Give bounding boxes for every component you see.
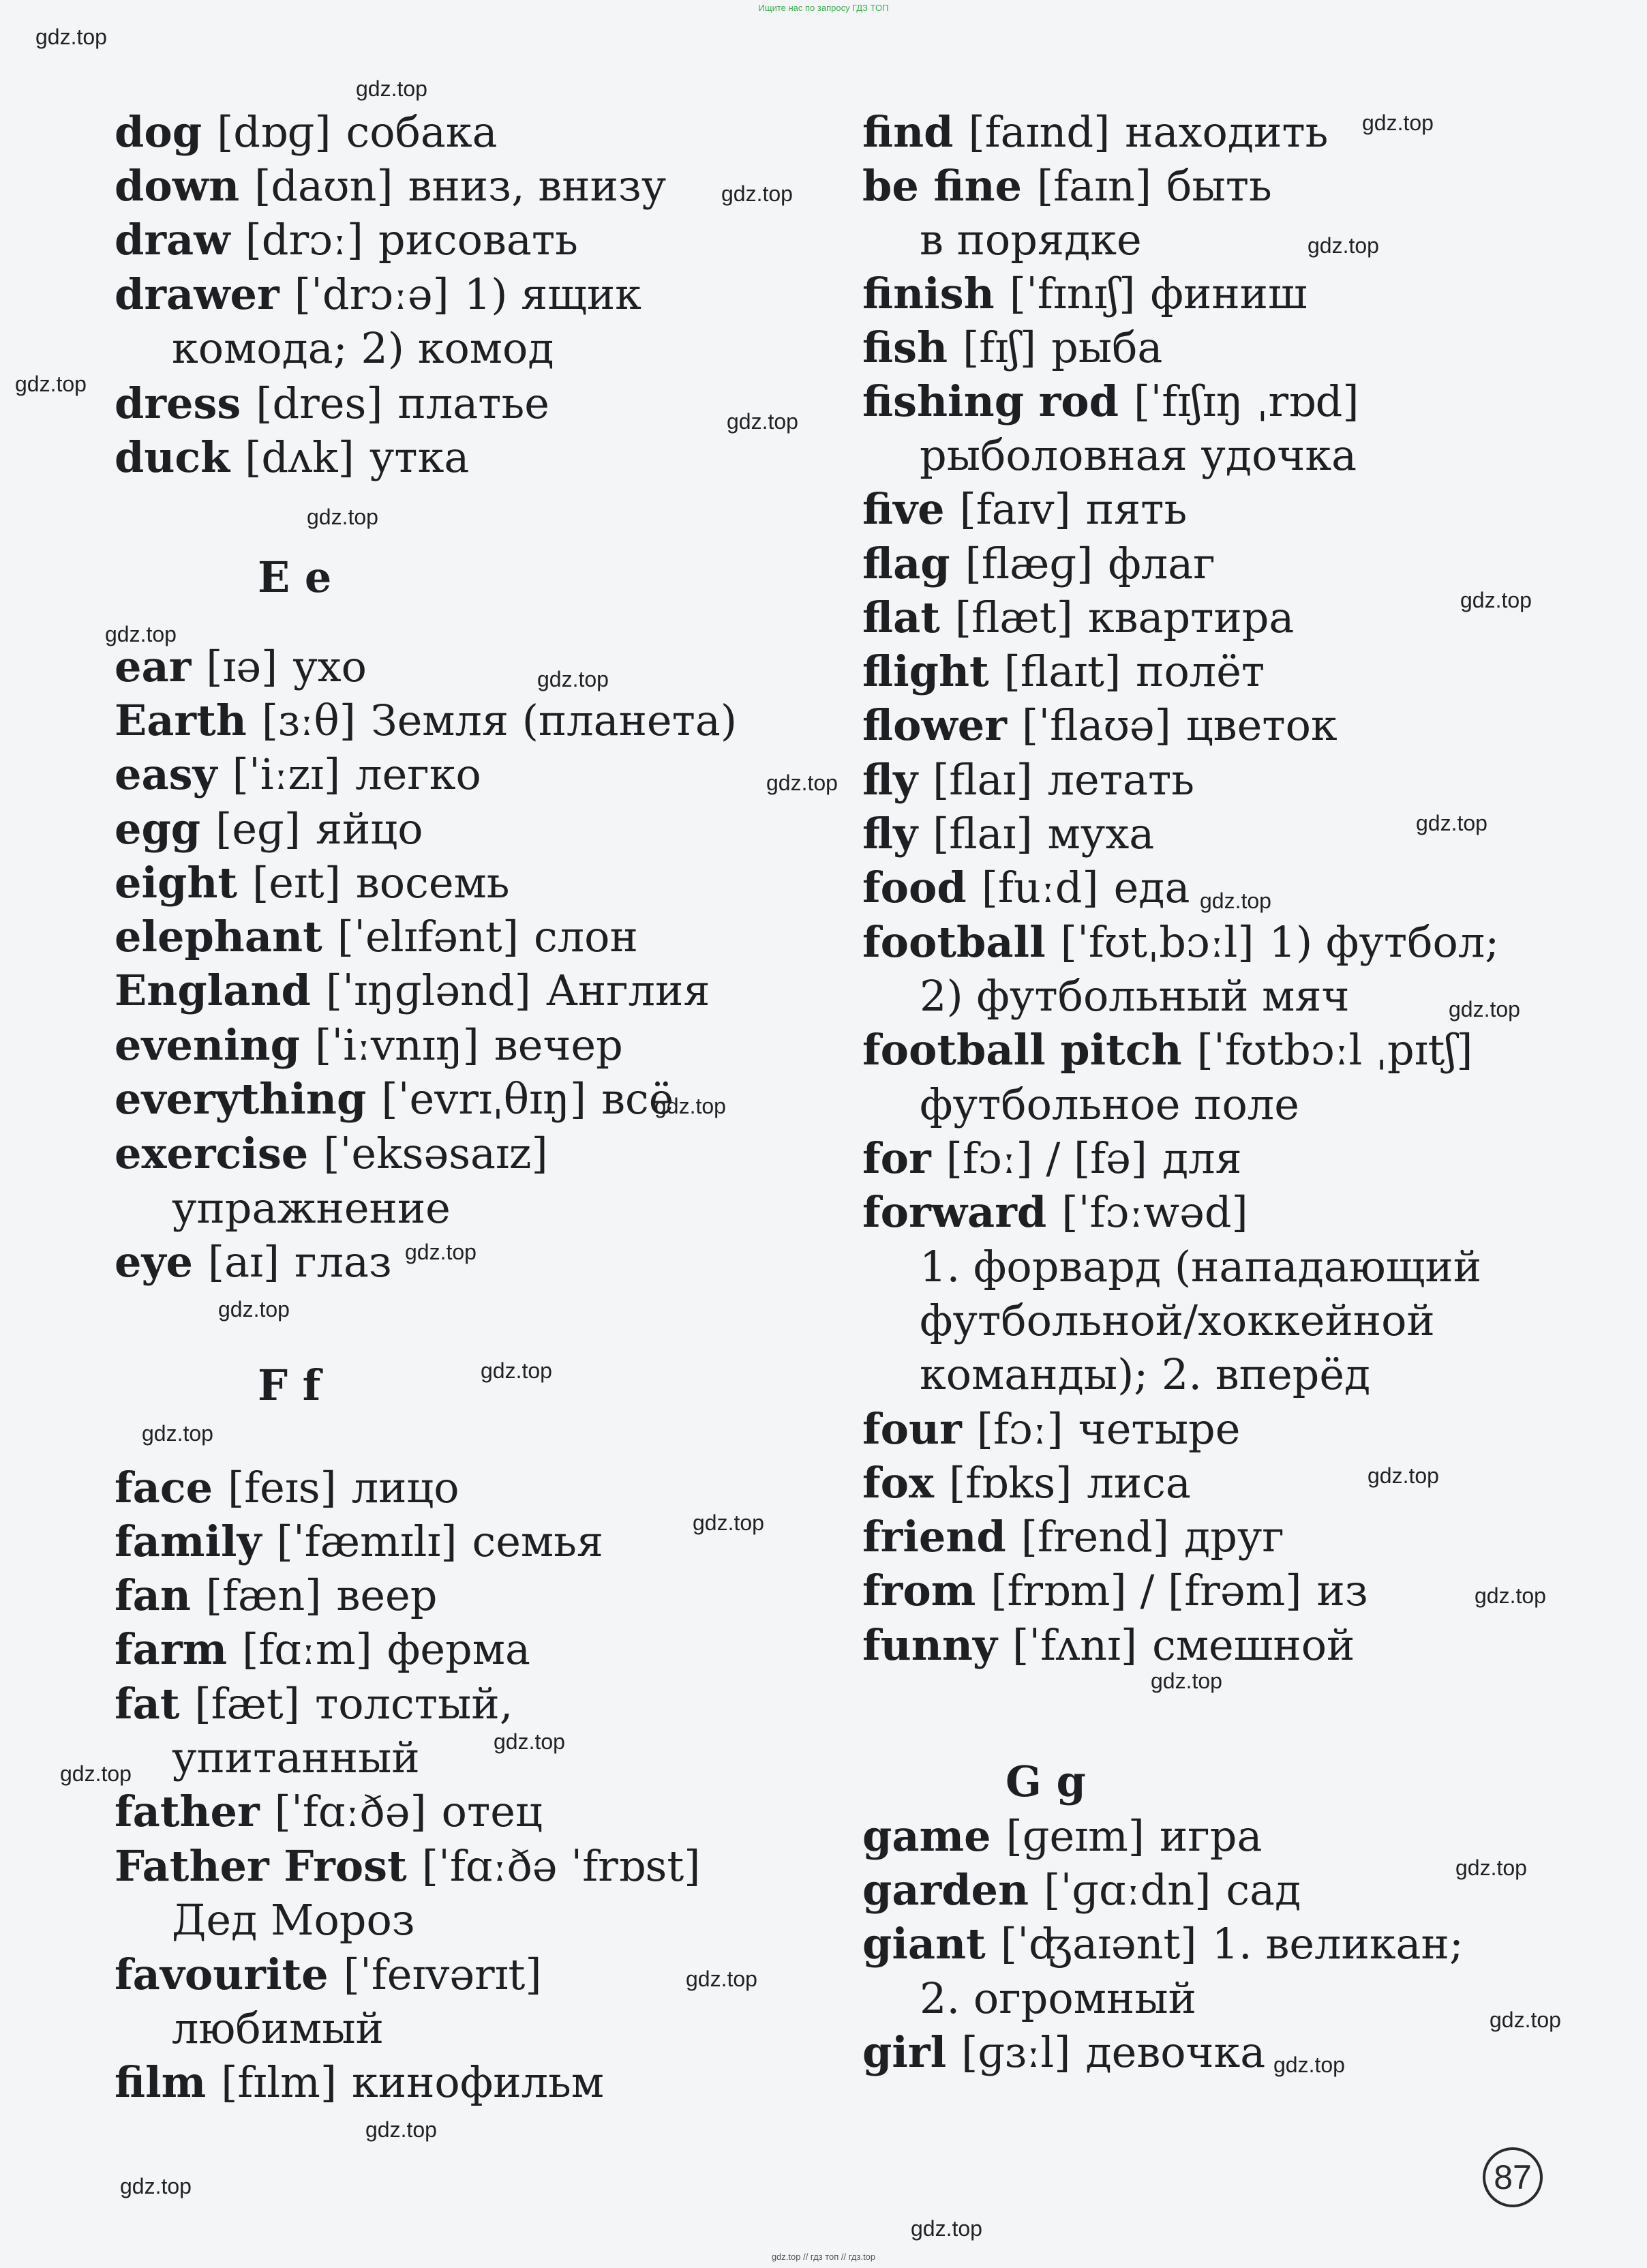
headword: four — [862, 1404, 962, 1454]
dictionary-entry — [115, 108, 498, 157]
transcription: [frend] — [1021, 1512, 1170, 1562]
transcription: [ˈdrɔːə] — [294, 269, 449, 319]
translation: утка — [369, 432, 470, 482]
headword: food — [862, 863, 967, 912]
watermark-text: gdz.top — [15, 372, 87, 396]
dictionary-entry — [862, 1512, 1284, 1562]
headword: fat — [115, 1679, 180, 1729]
watermark-text: gdz.top — [1416, 811, 1487, 835]
translation: еда — [1113, 863, 1190, 912]
headword: dog — [115, 107, 202, 157]
translation: комода; 2) комод — [172, 323, 554, 373]
dictionary-entry — [862, 2028, 1265, 2077]
headword: girl — [862, 2027, 947, 2077]
translation: веер — [336, 1570, 438, 1620]
headword: dress — [115, 378, 241, 428]
transcription: [fɪlm] — [221, 2057, 337, 2107]
dictionary-entry — [115, 966, 710, 1015]
translation: сад — [1226, 1865, 1301, 1915]
headword: film — [115, 2057, 207, 2107]
watermark-text: gdz.top — [654, 1094, 726, 1118]
watermark-text: gdz.top — [1362, 110, 1434, 135]
headword: eight — [115, 858, 238, 908]
dictionary-entry — [115, 750, 481, 799]
watermark-text: gdz.top — [1475, 1583, 1546, 1608]
headword: fly — [862, 755, 918, 805]
translation: Англия — [545, 966, 710, 1015]
transcription: [ˈevrɪˌθɪŋ] — [381, 1074, 587, 1124]
headword: forward — [862, 1187, 1047, 1237]
translation: футбольное поле — [920, 1079, 1299, 1129]
translation: яйцо — [315, 804, 423, 854]
dictionary-entry — [115, 1950, 542, 1999]
dictionary-entry — [115, 1842, 700, 1891]
entry-continuation — [920, 1350, 1370, 1399]
transcription: [fæn] — [205, 1570, 322, 1620]
dictionary-entry — [115, 1075, 674, 1124]
watermark-text: gdz.top — [1490, 2008, 1561, 2032]
headword: family — [115, 1517, 262, 1566]
translation: лицо — [351, 1463, 459, 1512]
entry-continuation — [920, 1974, 1196, 2023]
transcription: [ˈʤaɪənt] — [1000, 1919, 1197, 1969]
dictionary-entry — [115, 379, 549, 428]
translation: упражнение — [172, 1183, 451, 1233]
dictionary-entry — [862, 918, 1499, 967]
transcription: [ˈfʊtbɔːl ˌpɪtʃ] — [1196, 1025, 1473, 1075]
headword: farm — [115, 1624, 228, 1674]
headword: ear — [115, 642, 192, 691]
translation: отец — [441, 1787, 543, 1836]
dictionary-entry — [115, 2058, 604, 2107]
translation: 1. форвард (нападающий — [920, 1242, 1482, 1292]
translation: всё — [601, 1074, 674, 1124]
watermark-text: gdz.top — [693, 1510, 764, 1535]
translation: флаг — [1108, 539, 1215, 588]
transcription: [flæɡ] — [965, 539, 1093, 588]
translation: толстый, — [315, 1679, 513, 1729]
translation: игра — [1159, 1811, 1263, 1861]
headword: for — [862, 1133, 931, 1183]
transcription: [feɪs] — [228, 1463, 337, 1512]
transcription: [flaɪ] — [933, 809, 1033, 859]
headword: finish — [862, 269, 995, 318]
translation: смешной — [1152, 1620, 1355, 1670]
watermark-text: gdz.top — [1308, 233, 1379, 258]
headword: garden — [862, 1865, 1029, 1915]
dictionary-entry — [115, 1680, 513, 1729]
dictionary-entry — [862, 1621, 1355, 1670]
transcription: [ˈfæmɪlɪ] — [276, 1517, 457, 1566]
transcription: [ɪə] — [206, 642, 278, 691]
translation: рыба — [1051, 323, 1163, 372]
translation: ферма — [387, 1624, 530, 1674]
watermark-text: gdz.top — [356, 76, 427, 101]
headword: fly — [862, 809, 918, 859]
watermark-text: gdz.top — [727, 409, 798, 434]
transcription: [ˈɡɑːdn] — [1044, 1865, 1211, 1915]
dictionary-entry — [862, 269, 1308, 318]
watermark-text: gdz.top — [218, 1297, 290, 1322]
headword: friend — [862, 1512, 1006, 1562]
dictionary-entry — [115, 696, 737, 745]
translation: полёт — [1136, 646, 1265, 696]
transcription: [dres] — [256, 378, 383, 428]
translation: команды); 2. вперёд — [920, 1349, 1371, 1399]
translation: любимый — [172, 2003, 384, 2053]
headword: five — [862, 484, 945, 534]
transcription: [fæt] — [194, 1679, 300, 1729]
translation: кинофильм — [352, 2057, 604, 2107]
translation: цветок — [1185, 700, 1338, 750]
watermark-text: gdz.top — [911, 2216, 982, 2241]
dictionary-entry — [115, 1463, 459, 1512]
translation: лиса — [1087, 1458, 1191, 1508]
transcription: [flaɪt] — [1003, 646, 1121, 696]
transcription: [faɪnd] — [968, 107, 1110, 157]
dictionary-entry — [115, 1517, 603, 1566]
entry-continuation — [920, 1296, 1435, 1345]
transcription: [faɪv] — [959, 484, 1071, 534]
translation: вечер — [494, 1020, 623, 1070]
dictionary-entry — [862, 809, 1154, 859]
translation: семья — [472, 1517, 604, 1566]
entry-continuation — [920, 215, 1142, 265]
transcription: [ˈfɑːðə ˈfrɒst] — [421, 1841, 701, 1891]
entry-continuation — [172, 1184, 451, 1233]
entry-continuation — [920, 972, 1349, 1021]
headword: flight — [862, 646, 989, 696]
watermark-text: gdz.top — [60, 1761, 132, 1786]
transcription: [flæt] — [954, 593, 1073, 642]
headword: drawer — [115, 269, 279, 319]
headword: flat — [862, 593, 940, 642]
translation: муха — [1047, 809, 1155, 859]
watermark-text: gdz.top — [494, 1729, 565, 1754]
headword: find — [862, 107, 954, 157]
transcription: [faɪn] — [1036, 161, 1152, 211]
headword: from — [862, 1566, 976, 1615]
dictionary-entry — [115, 270, 641, 319]
translation: легко — [355, 749, 481, 799]
dictionary-entry — [862, 377, 1359, 426]
transcription: [fɪʃ] — [963, 323, 1037, 372]
transcription: [ˈfʊtˌbɔːl] — [1060, 917, 1254, 967]
dictionary-entry — [115, 1625, 530, 1674]
dictionary-entry — [862, 1134, 1242, 1183]
entry-continuation — [920, 431, 1357, 480]
top-note: Ищите нас по запросу ГДЗ ТОП — [758, 3, 889, 13]
headword: eye — [115, 1237, 193, 1287]
page-number: 87 — [1483, 2147, 1543, 2207]
translation: собака — [346, 107, 498, 157]
headword: fox — [862, 1458, 934, 1508]
translation: рыболовная удочка — [920, 430, 1357, 480]
translation: 1) футбол; — [1269, 917, 1500, 967]
transcription: [dʌk] — [245, 432, 354, 482]
entry-continuation — [172, 2004, 384, 2053]
watermark-text: gdz.top — [686, 1967, 757, 1991]
entry-continuation — [920, 1242, 1481, 1292]
transcription: [ɜːθ] — [261, 696, 356, 745]
dictionary-entry — [862, 162, 1272, 211]
watermark-text: gdz.top — [105, 622, 177, 646]
dictionary-entry — [862, 1866, 1301, 1915]
translation: ухо — [292, 642, 367, 691]
dictionary-entry — [115, 1021, 623, 1070]
translation: финиш — [1150, 269, 1308, 318]
headword: Earth — [115, 696, 247, 745]
translation: летать — [1047, 755, 1195, 805]
translation: быть — [1166, 161, 1272, 211]
translation: рисовать — [378, 215, 578, 265]
letter-heading-text: F f — [258, 1360, 321, 1410]
headword: flag — [862, 539, 950, 588]
transcription: [fuːd] — [981, 863, 1099, 912]
translation: 1) ящик — [464, 269, 641, 319]
dictionary-entry — [115, 1129, 548, 1178]
headword: fishing rod — [862, 376, 1119, 426]
translation: футбольной/хоккейной — [920, 1296, 1435, 1345]
translation: находить — [1125, 107, 1329, 157]
headword: father — [115, 1787, 260, 1836]
transcription: [ɡɜːl] — [961, 2027, 1071, 2077]
transcription: [ˈfʌnɪ] — [1012, 1620, 1138, 1670]
entry-continuation — [172, 1896, 415, 1945]
entry-continuation — [172, 324, 554, 373]
watermark-text: gdz.top — [142, 1421, 213, 1446]
translation: в порядке — [920, 215, 1142, 265]
translation: четыре — [1078, 1404, 1241, 1454]
transcription: [ˈiːzɪ] — [232, 749, 341, 799]
translation: глаз — [294, 1237, 392, 1287]
translation: слон — [534, 912, 638, 961]
letter-heading-text: E e — [258, 552, 332, 602]
transcription: [daʊn] — [254, 161, 393, 211]
dictionary-entry — [862, 647, 1265, 696]
headword: football pitch — [862, 1025, 1182, 1075]
translation: Земля (планета) — [370, 696, 738, 745]
dictionary-entry — [862, 323, 1162, 372]
dictionary-entry — [862, 593, 1294, 642]
headword: flower — [862, 700, 1007, 750]
headword: giant — [862, 1919, 986, 1969]
headword: be fine — [862, 161, 1022, 211]
letter-heading — [258, 1361, 320, 1410]
headword: easy — [115, 749, 217, 799]
dictionary-entry — [862, 863, 1190, 912]
watermark-text: gdz.top — [766, 771, 838, 795]
headword: game — [862, 1811, 991, 1861]
watermark-text: gdz.top — [537, 667, 609, 691]
dictionary-entry — [862, 701, 1338, 750]
translation: 1. великан; — [1211, 1919, 1464, 1969]
transcription: [aɪ] — [207, 1237, 280, 1287]
headword: Father Frost — [115, 1841, 407, 1891]
dictionary-entry — [862, 1188, 1248, 1237]
headword: favourite — [115, 1950, 329, 1999]
dictionary-entry — [115, 859, 510, 908]
dictionary-entry — [862, 108, 1328, 157]
transcription: [ˈflaʊə] — [1021, 700, 1171, 750]
letter-heading — [258, 553, 331, 602]
watermark-text: gdz.top — [481, 1358, 552, 1383]
translation: Дед Мороз — [172, 1895, 415, 1945]
transcription: [ˈfeɪvərɪt] — [343, 1950, 542, 1999]
translation: вниз, внизу — [408, 161, 667, 211]
letter-heading — [1006, 1757, 1086, 1806]
headword: elephant — [115, 912, 322, 961]
transcription: [fɒks] — [949, 1458, 1072, 1508]
translation: упитанный — [172, 1733, 420, 1782]
transcription: [fɔː] — [976, 1404, 1063, 1454]
headword: everything — [115, 1074, 367, 1124]
watermark-text: gdz.top — [1449, 997, 1520, 1021]
headword: fan — [115, 1570, 191, 1620]
transcription: [ˈɪŋɡlənd] — [325, 966, 531, 1015]
dictionary-entry — [115, 433, 469, 482]
watermark-text: gdz.top — [405, 1240, 477, 1264]
watermark-text: gdz.top — [120, 2174, 192, 2198]
dictionary-entry — [862, 485, 1187, 534]
headword: egg — [115, 804, 201, 854]
watermark-text: gdz.top — [307, 505, 378, 529]
transcription: [frɒm] / [frəm] — [991, 1566, 1302, 1615]
translation: 2. огромный — [920, 1973, 1196, 2023]
transcription: [ˈelɪfənt] — [337, 912, 519, 961]
transcription: [ˈfɪnɪʃ] — [1009, 269, 1136, 318]
letter-heading-text: G g — [1006, 1757, 1086, 1806]
dictionary-entry — [115, 1787, 543, 1836]
watermark-text: gdz.top — [1151, 1669, 1222, 1693]
dictionary-entry — [115, 215, 578, 265]
transcription: [eɡ] — [215, 804, 301, 854]
transcription: [ˈfɔːwəd] — [1061, 1187, 1248, 1237]
translation: для — [1162, 1133, 1242, 1183]
translation: 2) футбольный мяч — [920, 971, 1350, 1021]
watermark-text: gdz.top — [1273, 2053, 1345, 2077]
headword: duck — [115, 432, 230, 482]
headword: face — [115, 1463, 213, 1512]
dictionary-entry — [862, 1459, 1191, 1508]
transcription: [dɒɡ] — [217, 107, 331, 157]
transcription: [flaɪ] — [933, 755, 1033, 805]
transcription: [ˈeksəsaɪz] — [323, 1129, 548, 1178]
transcription: [eɪt] — [252, 858, 341, 908]
translation: девочка — [1085, 2027, 1266, 2077]
dictionary-entry — [115, 1238, 392, 1287]
headword: England — [115, 966, 311, 1015]
headword: draw — [115, 215, 230, 265]
watermark-text: gdz.top — [721, 181, 793, 206]
headword: evening — [115, 1020, 300, 1070]
watermark-text: gdz.top — [1200, 889, 1271, 913]
watermark-text: gdz.top — [1455, 1855, 1527, 1880]
dictionary-entry — [115, 1571, 437, 1620]
entry-continuation — [172, 1733, 420, 1782]
transcription: [fɔː] / [fə] — [946, 1133, 1147, 1183]
dictionary-entry — [862, 1026, 1473, 1075]
transcription: [ɡeɪm] — [1006, 1811, 1145, 1861]
dictionary-entry — [862, 1405, 1240, 1454]
bottom-note: gdz.top // гдз топ // гдз.top — [771, 2252, 876, 2262]
watermark-text: gdz.top — [1368, 1463, 1439, 1488]
entry-continuation — [920, 1080, 1299, 1129]
translation: платье — [397, 378, 549, 428]
dictionary-entry — [862, 1812, 1262, 1861]
watermark-text: gdz.top — [1460, 588, 1532, 612]
dictionary-entry — [862, 539, 1215, 588]
transcription: [ˈiːvnɪŋ] — [314, 1020, 479, 1070]
headword: funny — [862, 1620, 997, 1670]
watermark-text: gdz.top — [365, 2117, 437, 2142]
headword: down — [115, 161, 240, 211]
dictionary-entry — [862, 1920, 1464, 1969]
dictionary-entry — [115, 912, 638, 961]
dictionary-entry — [862, 1566, 1368, 1615]
translation: пять — [1085, 484, 1188, 534]
translation: восемь — [355, 858, 510, 908]
dictionary-entry — [862, 756, 1194, 805]
translation: друг — [1184, 1512, 1284, 1562]
translation: из — [1316, 1566, 1368, 1615]
watermark-text: gdz.top — [35, 25, 107, 49]
headword: exercise — [115, 1129, 309, 1178]
transcription: [ˈfɑːðə] — [274, 1787, 427, 1836]
headword: football — [862, 917, 1046, 967]
dictionary-entry — [115, 162, 666, 211]
transcription: [ˈfɪʃɪŋ ˌrɒd] — [1134, 376, 1359, 426]
transcription: [drɔː] — [245, 215, 363, 265]
translation: квартира — [1087, 593, 1295, 642]
transcription: [fɑːm] — [242, 1624, 372, 1674]
dictionary-entry — [115, 805, 423, 854]
headword: fish — [862, 323, 948, 372]
dictionary-entry — [115, 642, 367, 691]
